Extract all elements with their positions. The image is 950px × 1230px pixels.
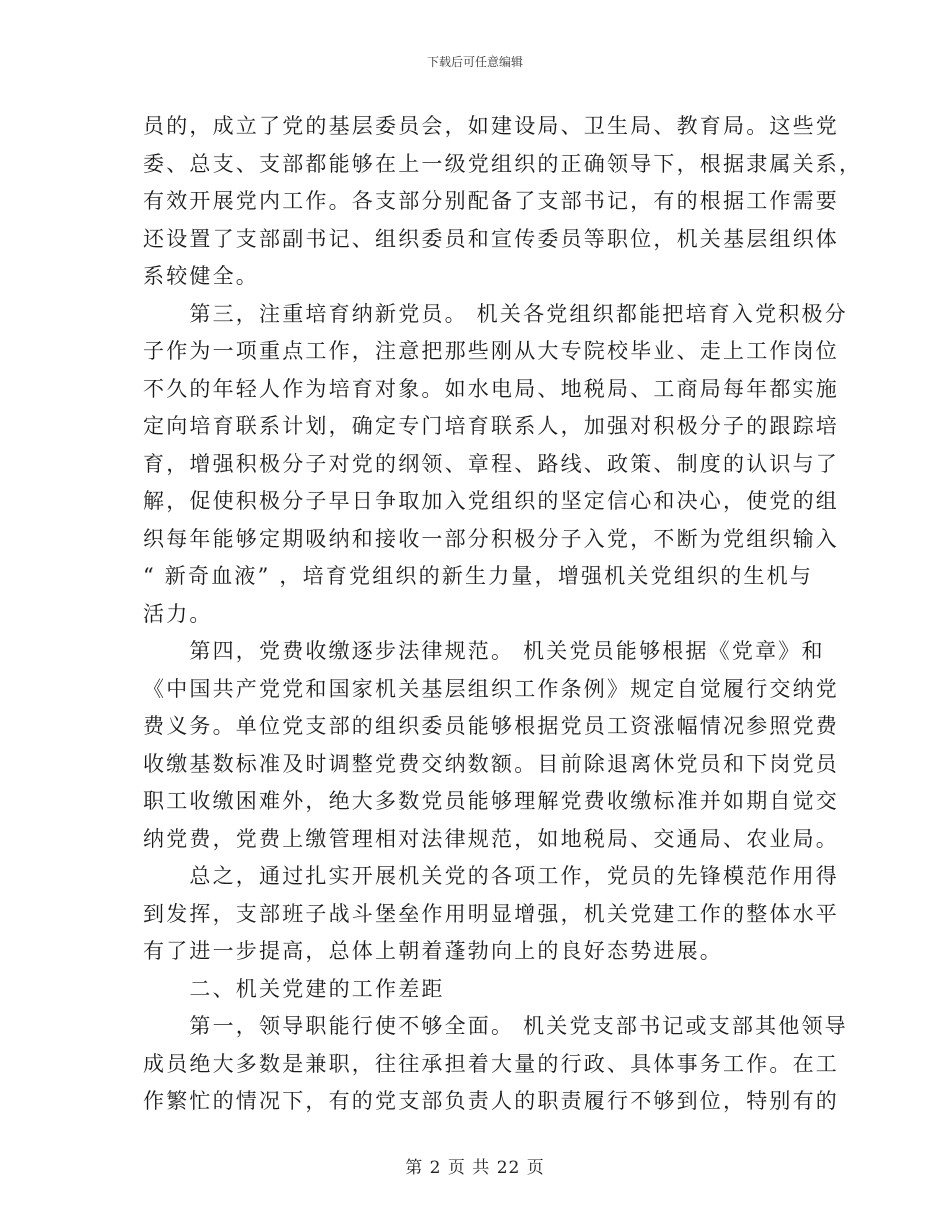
text-line: 《中国共产党党和国家机关基层组织工作条例》规定自觉履行交纳党 xyxy=(143,676,839,701)
text-line: 到发挥，支部班子战斗堡垒作用明显增强，机关党建工作的整体水平 xyxy=(143,901,839,926)
text-line: 员的，成立了党的基层委员会，如建设局、卫生局、教育局。这些党 xyxy=(143,114,839,138)
page-header-note: 下载后可任意编辑 xyxy=(426,55,523,69)
text-line: 子作为一项重点工作，注意把那些刚从大专院校毕业、走上工作岗位 xyxy=(143,339,839,363)
text-line: 不久的年轻人作为培育对象。如水电局、地税局、工商局每年都实施 xyxy=(143,376,839,401)
text-line: 织每年能够定期吸纳和接收一部分积极分子入党，不断为党组织输入 xyxy=(143,526,839,551)
text-line: 解，促使积极分子早日争取加入党组织的坚定信心和决心，使党的组 xyxy=(143,489,839,513)
text-line: 费义务。单位党支部的组织委员能够根据党员工资涨幅情况参照党费 xyxy=(143,714,839,738)
page-number-footer: 第 2 页 共 22 页 xyxy=(405,1158,545,1178)
document-body xyxy=(143,108,863,1121)
text-line: 第一，领导职能行使不够全面。 机关党支部书记或支部其他领导 xyxy=(143,1014,848,1038)
text-line: “ 新奇血液” ，培育党组织的新生力量，增强机关党组织的生机与 xyxy=(143,564,814,588)
text-line: 成员绝大多数是兼职，往往承担着大量的行政、具体事务工作。在工 xyxy=(143,1051,839,1076)
text-line: 育，增强积极分子对党的纲领、章程、路线、政策、制度的认识与了 xyxy=(143,451,839,476)
text-line: 作繁忙的情况下，有的党支部负责人的职责履行不够到位，特别有的 xyxy=(143,1089,839,1113)
text-line: 活力。 xyxy=(143,601,213,626)
text-line: 定向培育联系计划，确定专门培育联系人，加强对积极分子的跟踪培 xyxy=(143,414,839,438)
text-line: 职工收缴困难外，绝大多数党员能够理解党费收缴标准并如期自觉交 xyxy=(143,789,839,813)
text-line: 系较健全。 xyxy=(143,264,259,288)
text-line: 总之，通过扎实开展机关党的各项工作，党员的先锋模范作用得 xyxy=(143,864,839,888)
text-line: 还设置了支部副书记、组织委员和宣传委员等职位，机关基层组织体 xyxy=(143,226,839,251)
section-heading: 二、机关党建的工作差距 xyxy=(143,976,445,1001)
text-line: 收缴基数标准及时调整党费交纳数额。目前除退离休党员和下岗党员 xyxy=(143,751,839,776)
text-line: 委、总支、支部都能够在上一级党组织的正确领导下，根据隶属关系， xyxy=(143,151,863,176)
text-line: 第四，党费收缴逐步法律规范。 机关党员能够根据《党章》和 xyxy=(143,639,825,663)
text-line: 纳党费，党费上缴管理相对法律规范，如地税局、交通局、农业局。 xyxy=(143,826,839,851)
text-line: 有效开展党内工作。各支部分别配备了支部书记，有的根据工作需要 xyxy=(143,189,839,213)
text-line: 第三，注重培育纳新党员。 机关各党组织都能把培育入党积极分 xyxy=(143,301,848,326)
text-line: 有了进一步提高，总体上朝着蓬勃向上的良好态势进展。 xyxy=(143,939,723,963)
